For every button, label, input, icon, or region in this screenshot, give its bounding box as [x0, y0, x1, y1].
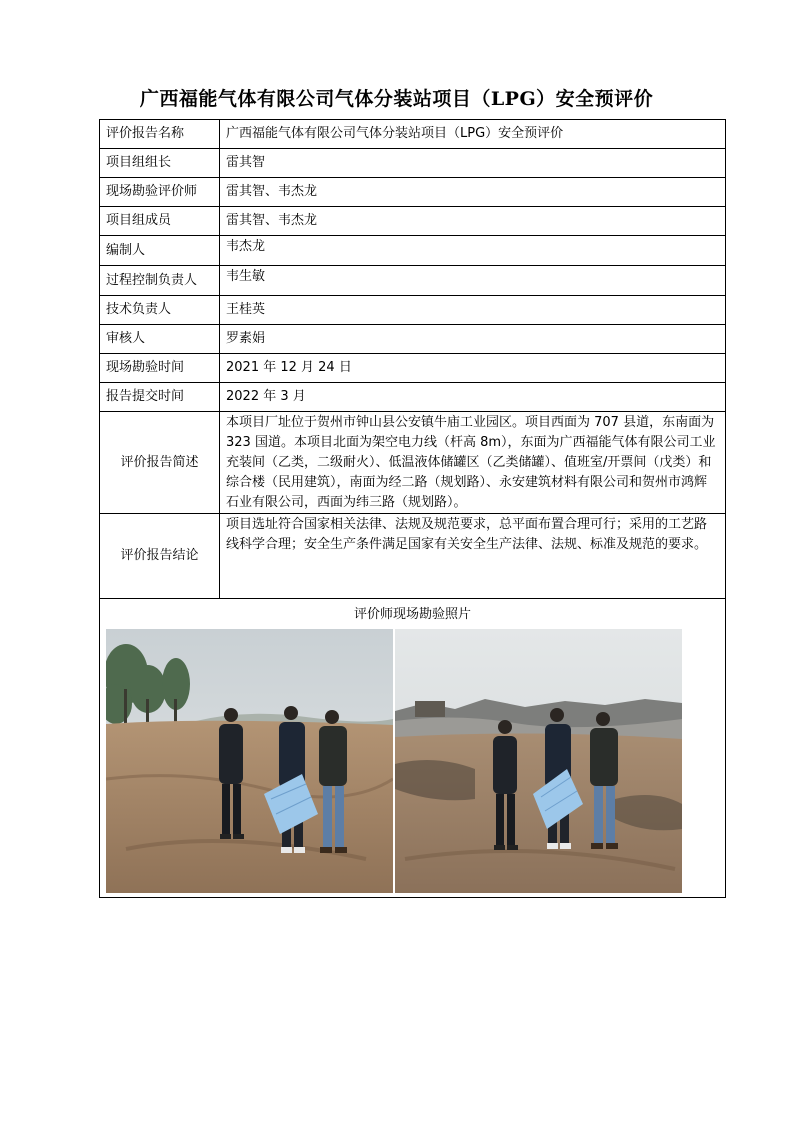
conclusion-text: 项目选址符合国家相关法律、法规及规范要求，总平面布置合理可行；采用的工艺路线科学合理；安全生产条件满足国家有关安全生产法律、法规、标准及规范的要求。: [220, 514, 726, 599]
table-row: [100, 354, 726, 383]
row-label: 过程控制负责人: [100, 266, 220, 296]
summary-label: 评价报告简述: [100, 412, 220, 514]
row-label: 评价报告名称: [100, 120, 220, 149]
table-row: [100, 236, 726, 266]
table-row-conclusion: [100, 514, 726, 599]
row-label: 项目组组长: [100, 149, 220, 178]
row-label: 现场勘验评价师: [100, 178, 220, 207]
photos-cell: [100, 599, 726, 898]
table-row-summary: [100, 412, 726, 514]
summary-text: 本项目厂址位于贺州市钟山县公安镇牛庙工业园区。项目西面为 707 县道，东南面为 323 国道。本项目北面为架空电力线（杆高 8m），东面为广西福能气体有限公司工业充装间（乙类，二级耐火）、低温液体储罐区（乙类储罐）、值班室/开票间（戊类）和综合楼（民用建筑），南面为经二路（规划路）、永安建筑材料有限公司和贺州市鸿辉石业有限公司，西面为纬三路（规划路）。: [220, 412, 726, 514]
row-value: 雷其智、韦杰龙: [220, 178, 726, 207]
site-photo-2: [395, 629, 682, 893]
table-row: [100, 178, 726, 207]
report-table: [99, 119, 726, 898]
row-label: 审核人: [100, 325, 220, 354]
document-title: 广西福能气体有限公司气体分装站项目（LPG）安全预评价: [139, 88, 654, 110]
site-photo-1: [106, 629, 393, 893]
photos-row: [100, 627, 725, 893]
table-row: [100, 325, 726, 354]
row-value: 雷其智、韦杰龙: [220, 207, 726, 236]
row-value: 2021 年 12 月 24 日: [220, 354, 726, 383]
conclusion-label: 评价报告结论: [100, 514, 220, 599]
row-label: 现场勘验时间: [100, 354, 220, 383]
table-row: [100, 149, 726, 178]
table-row: [100, 120, 726, 149]
table-row: [100, 383, 726, 412]
row-value: 2022 年 3 月: [220, 383, 726, 412]
table-row: [100, 296, 726, 325]
table-row-photos: [100, 599, 726, 898]
row-value: 广西福能气体有限公司气体分装站项目（LPG）安全预评价: [220, 120, 726, 149]
row-label: 技术负责人: [100, 296, 220, 325]
row-value: 雷其智: [220, 149, 726, 178]
row-value: 韦杰龙: [220, 236, 726, 266]
row-value: 罗素娟: [220, 325, 726, 354]
row-label: 编制人: [100, 236, 220, 266]
row-value: 韦生敏: [220, 266, 726, 296]
row-label: 项目组成员: [100, 207, 220, 236]
table-row: [100, 266, 726, 296]
photos-caption: 评价师现场勘验照片: [353, 607, 471, 622]
row-label: 报告提交时间: [100, 383, 220, 412]
row-value: 王桂英: [220, 296, 726, 325]
table-row: [100, 207, 726, 236]
